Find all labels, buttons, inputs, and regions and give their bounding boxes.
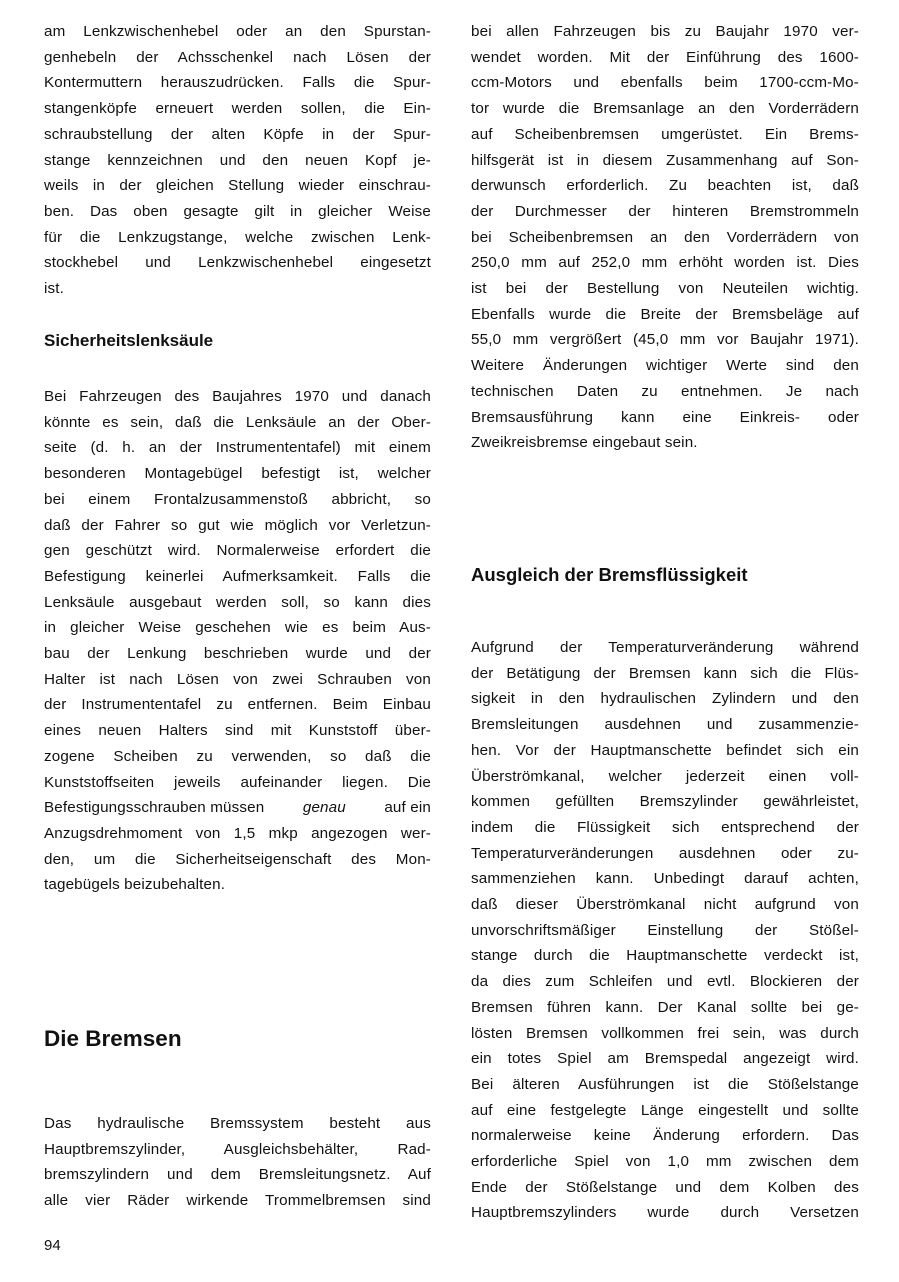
text-line: besonderen Montagebügel befestigt ist, welcher (44, 465, 431, 483)
text-line: technischen Daten zu entnehmen. Je nach (471, 382, 859, 400)
text-line: unvorschriftsmäßiger Einstellung der Stößel- (471, 921, 859, 939)
text-line: auf Scheibenbremsen umgerüstet. Ein Brems- (471, 125, 859, 143)
text-line: bau der Lenkung beschrieben wurde und der (44, 645, 431, 662)
text-line: eines neuen Halters sind mit Kunststoff über- (44, 722, 431, 740)
text-line: bei allen Fahrzeugen bis zu Baujahr 1970 ver- (471, 23, 859, 40)
text-line: daß dieser Überströmkanal nicht aufgrund von (471, 896, 859, 913)
text-line: 250,0 mm auf 252,0 mm erhöht worden ist. Dies (471, 254, 859, 272)
text-line: ccm-Motors und ebenfalls beim 1700-ccm-Mo- (471, 74, 859, 92)
text-line: zogene Scheiben zu verwenden, so daß die (44, 747, 431, 765)
text-line: Hauptbremszylinders wurde durch Versetzen (471, 1204, 859, 1222)
text-line: Kontermuttern herauszudrücken. Falls die Spur- (44, 74, 431, 92)
text-line: Temperaturveränderungen ausdehnen oder zu- (471, 844, 859, 862)
text-line: ist. (44, 280, 65, 297)
text-line: alle vier Räder wirkende Trommelbremsen sind (44, 1192, 431, 1210)
text-line: weils in der gleichen Stellung wieder einschrau- (44, 177, 431, 195)
text-line: indem die Flüssigkeit sich entsprechend der (471, 818, 859, 836)
text-line: Befestigung keinerlei Aufmerksamkeit. Falls die (44, 567, 431, 585)
text-line: sammenziehen kann. Unbedingt darauf achten, (471, 870, 859, 888)
text-line: normalerweise keine Änderung erfordern. Das (471, 1127, 859, 1145)
chapter-heading-die-bremsen: Die Bremsen (44, 1026, 182, 1051)
text-line: Zweikreisbremse eingebaut sein. (471, 434, 698, 452)
text-line: stange kennzeichnen und den neuen Kopf je- (44, 151, 431, 169)
text-line: Weitere Änderungen wichtiger Werte sind den (471, 357, 859, 375)
text-line: bei Scheibenbremsen an den Vorderrädern von (471, 228, 859, 246)
emphasis-genau: genau (302, 799, 346, 817)
text-line: der Instrumententafel zu entfernen. Beim Einbau (44, 696, 431, 714)
text-line: schraubstellung der alten Köpfe in der Spur- (44, 125, 431, 143)
section-heading-sicherheitslenksaeule: Sicherheitslenksäule (44, 331, 214, 350)
text-line: Ende der Stößelstange und dem Kolben des (471, 1178, 859, 1196)
text-line: bremszylindern und dem Bremsleitungsnetz. Auf (44, 1166, 431, 1184)
text-line: wendet worden. Mit der Einführung des 1600- (471, 48, 859, 66)
text-fragment: Befestigungsschrauben müssen (44, 799, 269, 817)
text-line: Bremsleitungen ausdehnen und zusammenzie- (471, 716, 859, 734)
text-line: Aufgrund der Temperaturveränderung während (471, 639, 859, 656)
text-line: ben. Das oben gesagte gilt in gleicher Weise (44, 202, 431, 220)
text-line: am Lenkzwischenhebel oder an den Spurstan- (44, 23, 431, 40)
text-line: Halter ist nach Lösen von zwei Schrauben von (44, 670, 431, 688)
text-line: hilfsgerät ist in diesem Zusammenhang auf Son- (471, 151, 859, 169)
text-line: der Durchmesser der hinteren Bremstrommeln (471, 202, 859, 220)
text-line: seite (d. h. an der Instrumententafel) mit einem (44, 439, 431, 457)
text-line: Anzugsdrehmoment von 1,5 mkp angezogen wer- (44, 824, 431, 842)
text-line: Überströmkanal, welcher jederzeit einen voll- (471, 767, 859, 785)
text-line: bei einem Frontalzusammenstoß abbricht, so (44, 490, 431, 508)
text-line: gen geschützt wird. Normalerweise erfordert die (44, 542, 431, 560)
text-line: da dies zum Schleifen und evtl. Blockieren der (471, 973, 859, 991)
text-line: erforderliche Spiel von 1,0 mm zwischen dem (471, 1153, 859, 1170)
text-line (44, 799, 431, 817)
text-line: Bremsen führen kann. Der Kanal sollte bei ge- (471, 998, 859, 1016)
text-line: Kunststoffseiten jeweils aufeinander liegen. Die (44, 773, 431, 791)
text-line: hen. Vor der Hauptmanschette befindet sich ein (471, 741, 859, 759)
text-line: derwunsch erforderlich. Zu beachten ist, daß (471, 177, 859, 195)
text-line: sigkeit in den hydraulischen Zylindern und den (471, 690, 859, 708)
text-line: den, um die Sicherheitseigenschaft des Mon- (44, 850, 431, 868)
text-line: für die Lenkzugstange, welche zwischen Lenk- (44, 228, 431, 246)
text-line: 55,0 mm vergrößert (45,0 mm vor Baujahr 1971). (471, 331, 859, 349)
text-line: lösten Bremsen vollkommen frei sein, was durch (471, 1024, 859, 1042)
text-line: Lenksäule ausgebaut werden soll, so kann dies (44, 593, 431, 611)
text-line: Hauptbremszylinder, Ausgleichsbehälter, Rad- (44, 1140, 431, 1158)
text-line: in gleicher Weise geschehen wie es beim Aus- (44, 619, 431, 637)
text-line: ein totes Spiel am Bremspedal angezeigt wird. (471, 1050, 859, 1068)
text-line: Ebenfalls wurde die Breite der Bremsbeläge auf (471, 305, 859, 323)
page-number: 94 (44, 1237, 61, 1254)
text-line: Bei Fahrzeugen des Baujahres 1970 und danach (44, 388, 431, 405)
text-line: auf eine festgelegte Länge eingestellt und sollte (471, 1101, 859, 1119)
text-line: tor wurde die Bremsanlage an den Vorderrädern (471, 100, 859, 118)
text-line: stange durch die Hauptmanschette verdeckt ist, (471, 947, 859, 965)
text-line: stockhebel und Lenkzwischenhebel eingesetzt (44, 254, 431, 272)
text-line: tagebügels beizubehalten. (44, 876, 226, 894)
section-heading-ausgleich-bremsfluessigkeit: Ausgleich der Bremsflüssigkeit (471, 564, 748, 585)
text-line: genhebeln der Achsschenkel nach Lösen der (44, 48, 431, 66)
text-line: könnte es sein, daß die Lenksäule an der Ober- (44, 413, 431, 431)
text-line: kommen gefüllten Bremszylinder gewährleistet, (471, 793, 859, 811)
text-line: Bei älteren Ausführungen ist die Stößelstange (471, 1075, 859, 1093)
text-line: daß der Fahrer so gut wie möglich vor Verletzun- (44, 516, 431, 534)
text-fragment: auf ein (379, 799, 431, 817)
text-line: stangenköpfe erneuert werden sollen, die Ein- (44, 100, 431, 118)
text-line: ist bei der Bestellung von Neuteilen wichtig. (471, 280, 859, 297)
text-line: Das hydraulische Bremssystem besteht aus (44, 1115, 431, 1132)
text-line: Bremsausführung kann eine Einkreis- oder (471, 408, 859, 426)
text-line: der Betätigung der Bremsen kann sich die Flüs- (471, 664, 859, 682)
